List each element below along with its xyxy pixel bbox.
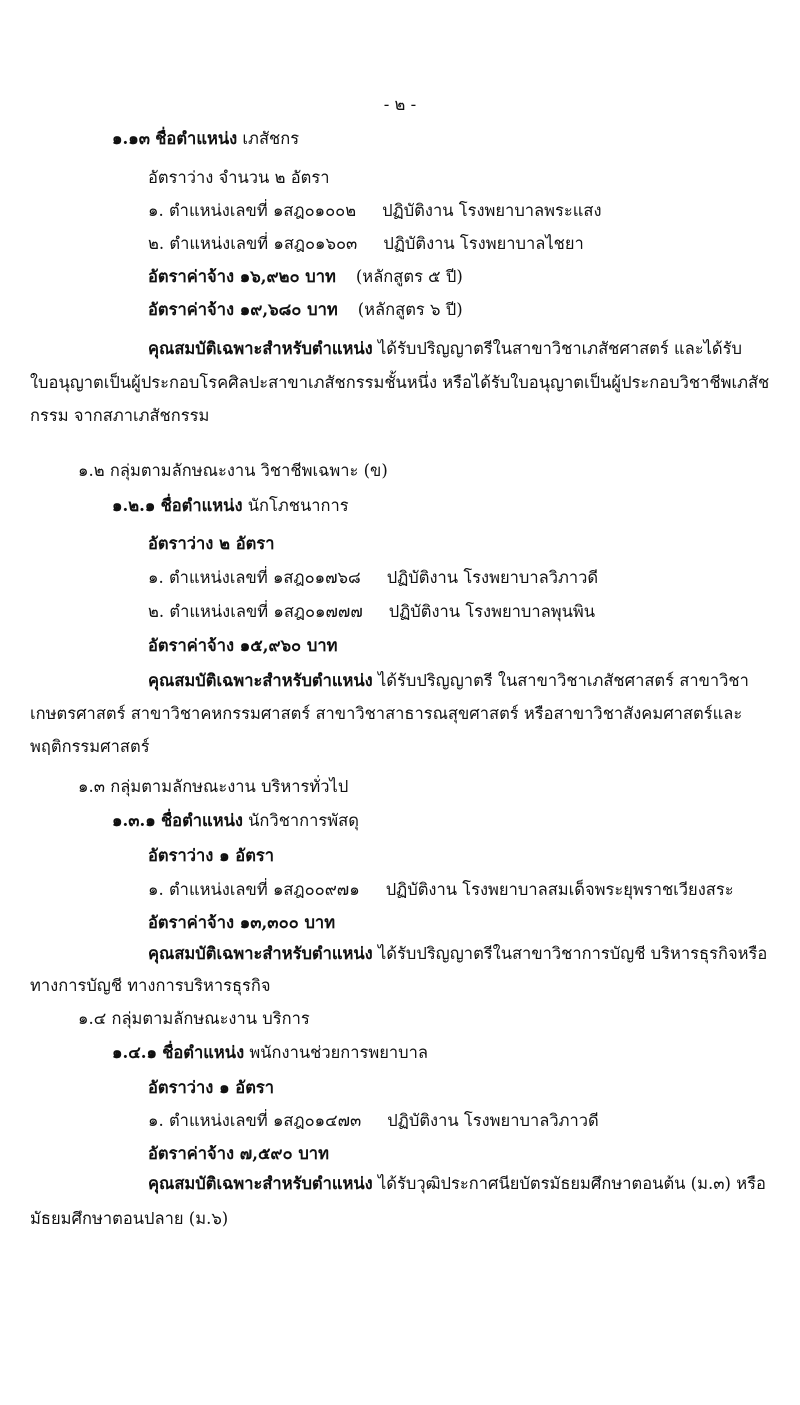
position-number: ๑. ตำแหน่งเลขที่ ๑สฎ๐๑๗๖๘	[148, 568, 361, 587]
qualification-line	[148, 670, 749, 692]
position-name: พนักงานช่วยการพยาบาล	[249, 1043, 429, 1062]
position-title-procurement	[112, 810, 359, 832]
position-title-nutritionist	[112, 495, 349, 517]
position-name: นักโภชนาการ	[247, 496, 349, 515]
position-title-pharmacist	[112, 128, 299, 150]
position-entry	[148, 200, 602, 222]
work-location: ปฏิบัติงาน โรงพยาบาลวิภาวดี	[387, 1111, 599, 1130]
position-name: นักวิชาการพัสดุ	[248, 811, 359, 830]
position-number: ๒. ตำแหน่งเลขที่ ๑สฎ๐๑๗๗๗	[148, 602, 363, 621]
position-name: เภสัชกร	[242, 129, 300, 148]
section-number: ๑.๔.๑	[112, 1043, 157, 1062]
qualification-label: คุณสมบัติเฉพาะสำหรับตำแหน่ง	[148, 944, 373, 963]
qualification-text: มัธยมศึกษาตอนปลาย (ม.๖)	[30, 1209, 229, 1228]
vacancy-count: อัตราว่าง ๑ อัตรา	[148, 846, 275, 865]
position-number: ๒. ตำแหน่งเลขที่ ๑สฎ๐๑๖๐๓	[148, 234, 358, 253]
qualification-text: พฤติกรรมศาสตร์	[30, 737, 150, 756]
position-entry	[148, 567, 598, 589]
work-location: ปฏิบัติงาน โรงพยาบาลไชยา	[383, 234, 584, 253]
position-label: ชื่อตำแหน่ง	[160, 496, 243, 515]
qualification-line	[148, 943, 767, 965]
work-location: ปฏิบัติงาน โรงพยาบาลสมเด็จพระยุพราชเวียงสระ	[385, 880, 734, 899]
work-location: ปฏิบัติงาน โรงพยาบาลวิภาวดี	[386, 568, 599, 587]
position-number: ๑. ตำแหน่งเลขที่ ๑สฎ๐๑๔๗๓	[148, 1111, 362, 1130]
qualification-text: ได้รับปริญญาตรีในสาขาวิชาการบัญชี บริหารธุรกิจหรือ	[378, 944, 768, 963]
section-number: ๑.๒.๑	[112, 496, 156, 515]
position-number: ๑. ตำแหน่งเลขที่ ๑สฎ๐๐๙๗๑	[148, 880, 360, 899]
position-number: ๑. ตำแหน่งเลขที่ ๑สฎ๐๑๐๐๒	[148, 201, 357, 220]
position-entry	[148, 879, 734, 901]
page-number: - ๒ -	[383, 95, 417, 114]
wage-note: (หลักสูตร ๕ ปี)	[355, 267, 463, 286]
group-heading: ๑.๔ กลุ่มตามลักษณะงาน บริการ	[78, 1009, 310, 1028]
wage-amount: อัตราค่าจ้าง ๑๖,๙๒๐ บาท	[148, 267, 336, 286]
qualification-line	[148, 1173, 766, 1195]
qualification-text: ได้รับปริญญาตรีในสาขาวิชาเภสัชศาสตร์ และได้รับ	[378, 339, 742, 358]
section-number: ๑.๑๓	[112, 129, 150, 148]
position-label: ชื่อตำแหน่ง	[155, 129, 238, 148]
work-location: ปฏิบัติงาน โรงพยาบาลพุนพิน	[388, 602, 596, 621]
qualification-label: คุณสมบัติเฉพาะสำหรับตำแหน่ง	[148, 1174, 373, 1193]
vacancy-count: อัตราว่าง ๒ อัตรา	[148, 534, 275, 553]
position-label: ชื่อตำแหน่ง	[162, 1043, 245, 1062]
vacancy-count: อัตราว่าง จำนวน ๒ อัตรา	[148, 168, 330, 187]
wage-line	[148, 299, 463, 321]
group-heading: ๑.๒ กลุ่มตามลักษณะงาน วิชาชีพเฉพาะ (ข)	[78, 461, 388, 480]
wage-note: (หลักสูตร ๖ ปี)	[357, 300, 463, 319]
group-heading: ๑.๓ กลุ่มตามลักษณะงาน บริหารทั่วไป	[78, 777, 349, 796]
qualification-label: คุณสมบัติเฉพาะสำหรับตำแหน่ง	[148, 339, 373, 358]
position-title-nurse-aide	[112, 1042, 428, 1064]
position-entry	[148, 1110, 599, 1132]
wage-line	[148, 266, 463, 288]
section-number: ๑.๓.๑	[112, 811, 156, 830]
wage-amount: อัตราค่าจ้าง ๑๕,๙๖๐ บาท	[148, 636, 338, 655]
qualification-text: ได้รับปริญญาตรี ในสาขาวิชาเภสัชศาสตร์ สาขาวิชา	[378, 671, 749, 690]
wage-amount: อัตราค่าจ้าง ๑๓,๓๐๐ บาท	[148, 913, 336, 932]
qualification-line	[148, 338, 742, 360]
position-entry	[148, 601, 595, 623]
qualification-text: ใบอนุญาตเป็นผู้ประกอบโรคศิลปะสาขาเภสัชกรรมชั้นหนึ่ง หรือได้รับใบอนุญาตเป็นผู้ประกอบวิชาชีพเภสัช	[30, 373, 770, 392]
position-label: ชื่อตำแหน่ง	[160, 811, 243, 830]
position-entry	[148, 233, 584, 255]
work-location: ปฏิบัติงาน โรงพยาบาลพระแสง	[382, 201, 602, 220]
qualification-text: กรรม จากสภาเภสัชกรรม	[30, 406, 210, 425]
wage-amount: อัตราค่าจ้าง ๑๙,๖๘๐ บาท	[148, 300, 338, 319]
qualification-text: ได้รับวุฒิประกาศนียบัตรมัธยมศึกษาตอนต้น (ม.๓) หรือ	[378, 1174, 766, 1193]
vacancy-count: อัตราว่าง ๑ อัตรา	[148, 1078, 275, 1097]
qualification-text: เกษตรศาสตร์ สาขาวิชาคหกรรมศาสตร์ สาขาวิชาสาธารณสุขศาสตร์ หรือสาขาวิชาสังคมศาสตร์และ	[30, 704, 743, 723]
qualification-label: คุณสมบัติเฉพาะสำหรับตำแหน่ง	[148, 671, 373, 690]
qualification-text: ทางการบัญชี ทางการบริหารธุรกิจ	[30, 976, 271, 995]
wage-amount: อัตราค่าจ้าง ๗,๕๙๐ บาท	[148, 1144, 329, 1163]
